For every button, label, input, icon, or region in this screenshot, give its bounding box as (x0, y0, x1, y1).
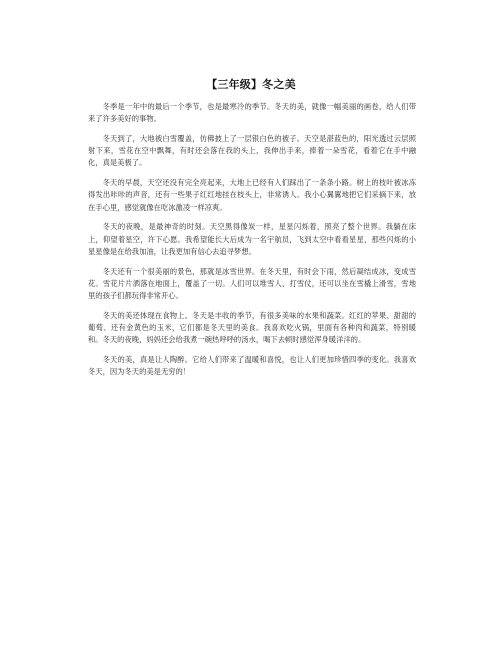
paragraph-5: 冬天还有一个很美丽的景色，那就是冰雪世界。在冬天里，有时会下雨，然后凝结成冰，变成雪花。雪花片片洒落在地面上，覆盖了一切。人们可以堆雪人、打雪仗，还可以坐在雪橇上滑雪，雪地里的孩子们都玩得非常开心。 (88, 266, 416, 301)
document-title: 【三年级】冬之美 (206, 78, 296, 91)
document-body (88, 101, 416, 386)
paragraph-6: 冬天的美还体现在食物上。冬天是丰收的季节，有很多美味的水果和蔬菜。红红的苹果、甜甜的葡萄、还有金黄色的玉米，它们都是冬天里的美食。我喜欢吃火锅，里面有各种肉和蔬菜，特别暖和。冬天的夜晚，妈妈还会给我煮一碗热呼呼的汤水，喝下去顿时感觉浑身暖洋洋的。 (88, 310, 416, 345)
paragraph-2: 冬天到了，大地被白雪覆盖，仿佛披上了一层银白色的被子。天空是湛蓝色的，阳光透过云层照射下来，雪花在空中飘舞，有时还会落在我的头上，我伸出手来，捧着一朵雪花，看着它在手中融化，真是美极了。 (88, 134, 416, 168)
paragraph-4: 冬天的夜晚，是最神奇的时刻。天空黑得像炭一样，星星闪烁着，照亮了整个世界。我躺在床上，仰望着星空，许下心愿。我希望能长大后成为一名宇航员，飞到太空中看看星星，那些闪烁的小星星像是在给我加油，让我更加有信心去追寻梦想。 (88, 222, 416, 256)
paragraph-3: 冬天的早晨，天空还没有完全亮起来，大地上已经有人们踩出了一条条小路。树上的枝叶被冰冻得发出咔咔的声音，还有一些果子红红地挂在枝头上，非常诱人。我小心翼翼地把它们采摘下来，放在手心里，感觉就像在吃冰激凌一样凉爽。 (88, 178, 416, 212)
paragraph-7: 冬天的美，真是让人陶醉。它给人们带来了温暖和喜悦，也让人们更加珍惜四季的变化。我喜欢冬天，因为冬天的美是无穷的！ (88, 355, 416, 377)
paragraph-1: 冬季是一年中的最后一个季节，也是最寒冷的季节。冬天的美，就像一幅美丽的画卷，给人们带来了许多美好的事物。 (88, 102, 416, 124)
